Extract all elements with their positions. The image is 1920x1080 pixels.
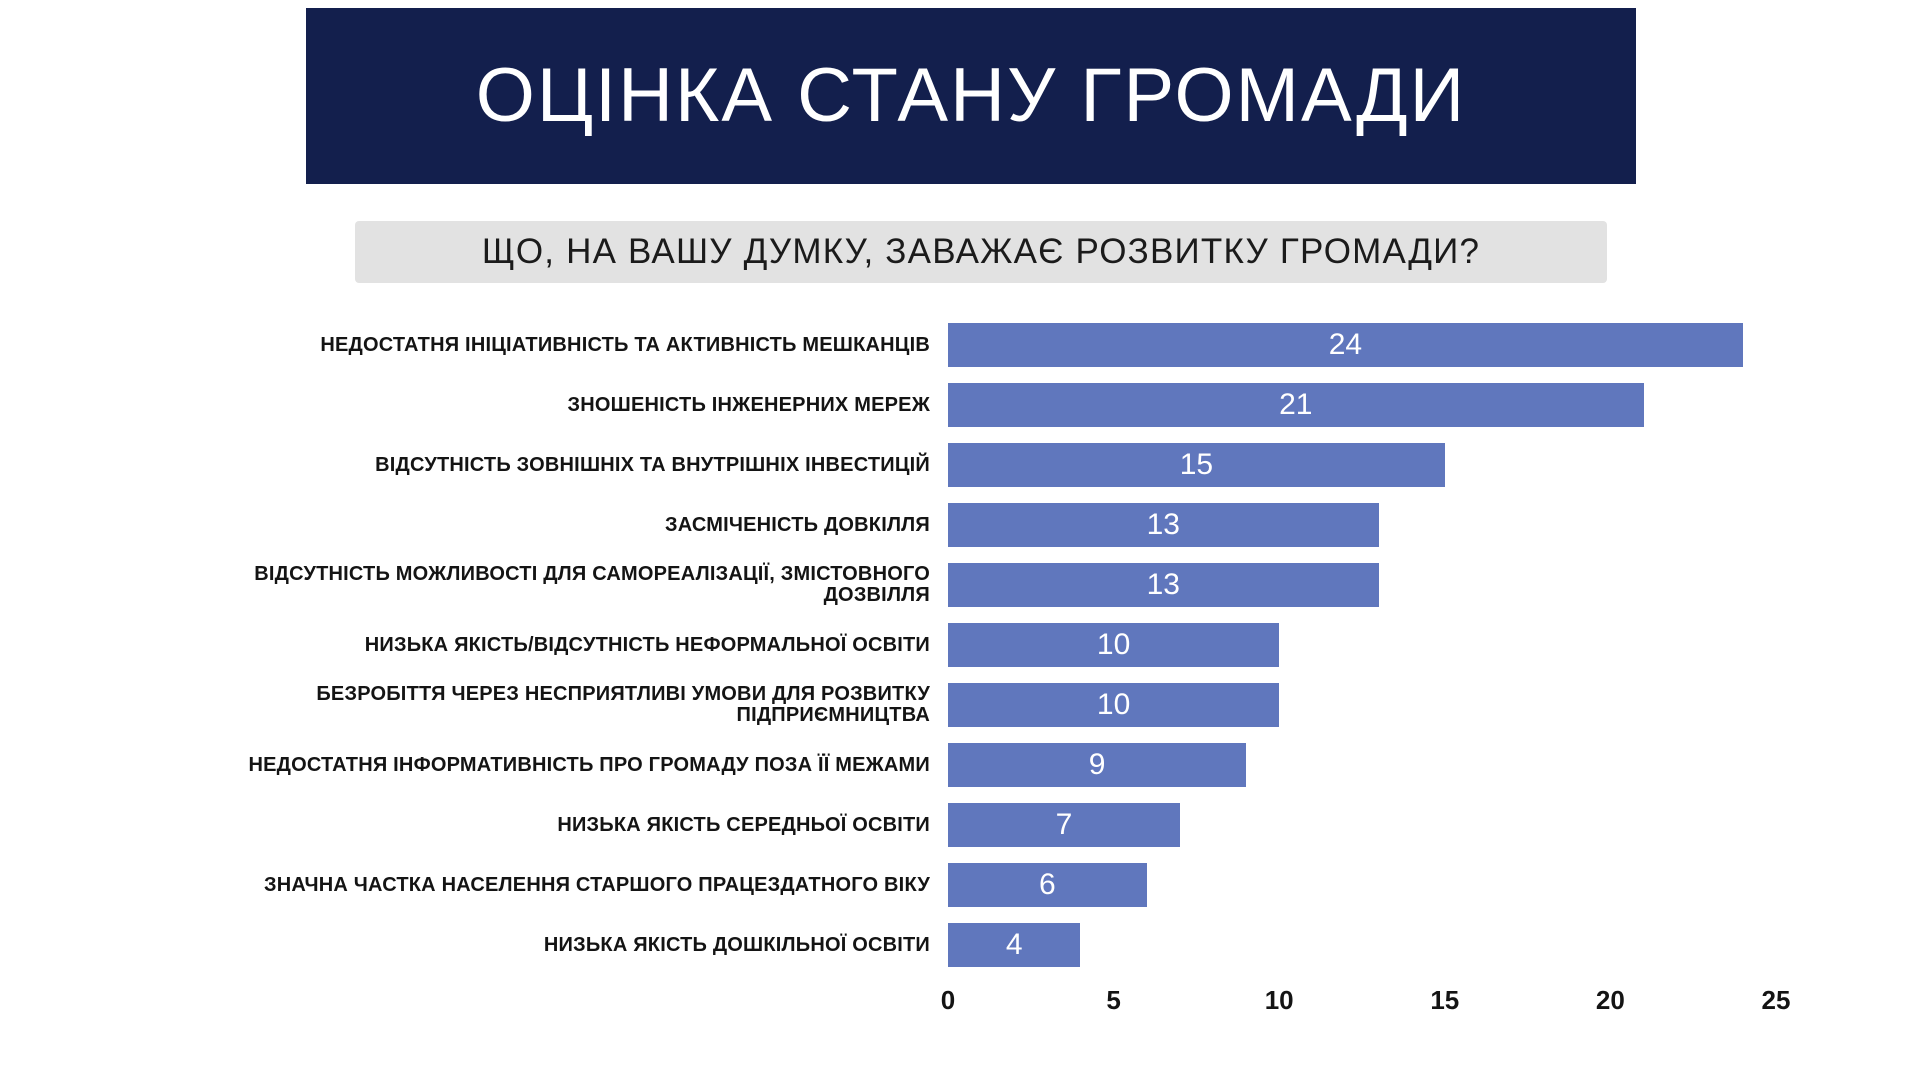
bar-value-label: 21 — [1279, 388, 1313, 421]
bar — [948, 683, 1279, 727]
bar-track — [948, 383, 1776, 427]
bar-category-label: ЗНАЧНА ЧАСТКА НАСЕЛЕННЯ СТАРШОГО ПРАЦЕЗДАТНОГО ВІКУ — [264, 873, 930, 896]
bar — [948, 443, 1445, 487]
x-axis-tick: 5 — [1106, 985, 1121, 1015]
x-axis — [940, 985, 1791, 1031]
bar — [948, 923, 1080, 967]
page-title: ОЦІНКА СТАНУ ГРОМАДИ — [475, 53, 1467, 138]
bar — [948, 503, 1379, 547]
bar-category-label: БЕЗРОБІТТЯ ЧЕРЕЗ НЕСПРИЯТЛИВІ УМОВИ ДЛЯ РОЗВИТКУ ПІДПРИЄМНИЦТВА — [316, 683, 930, 726]
bar-row — [148, 860, 1788, 910]
bar-category-label: НЕДОСТАТНЯ ІНФОРМАТИВНІСТЬ ПРО ГРОМАДУ ПОЗА ЇЇ МЕЖАМИ — [248, 753, 930, 776]
x-axis-tick: 10 — [1264, 985, 1294, 1015]
bar — [948, 563, 1379, 607]
bar-chart — [0, 320, 1920, 1060]
bar-track — [948, 863, 1776, 907]
bar-category-label: НИЗЬКА ЯКІСТЬ ДОШКІЛЬНОЇ ОСВІТИ — [543, 933, 930, 956]
bar-value-label: 4 — [1005, 928, 1023, 961]
bar-track — [948, 623, 1776, 667]
bar-value-label: 15 — [1179, 448, 1214, 481]
bar-value-label: 10 — [1096, 628, 1131, 661]
bar-row — [148, 920, 1788, 970]
bar-value-label: 7 — [1055, 808, 1073, 841]
bar-category-label: НИЗЬКА ЯКІСТЬ СЕРЕДНЬОЇ ОСВІТИ — [557, 813, 930, 836]
bar-row — [148, 440, 1788, 490]
bar — [948, 623, 1279, 667]
bar-category-label: НЕДОСТАТНЯ ІНІЦІАТИВНІСТЬ ТА АКТИВНІСТЬ МЕШКАНЦІВ — [320, 333, 930, 356]
bar — [948, 743, 1246, 787]
x-axis-tick: 20 — [1595, 985, 1625, 1015]
bar-category-label: ЗНОШЕНІСТЬ ІНЖЕНЕРНИХ МЕРЕЖ — [567, 393, 930, 416]
title-banner — [306, 8, 1636, 184]
bar-row — [148, 740, 1788, 790]
bar — [948, 803, 1180, 847]
bar-track — [948, 563, 1776, 607]
bar-track — [948, 923, 1776, 967]
bar-track — [948, 803, 1776, 847]
bar-row — [148, 800, 1788, 850]
bar-row — [148, 320, 1788, 370]
chart-plot-area — [148, 320, 1848, 1020]
bar — [948, 383, 1644, 427]
bar-row — [148, 620, 1788, 670]
bar-track — [948, 683, 1776, 727]
bar-category-label: ВІДСУТНІСТЬ ЗОВНІШНІХ ТА ВНУТРІШНІХ ІНВЕСТИЦІЙ — [375, 453, 930, 476]
bar-category-label: НИЗЬКА ЯКІСТЬ/ВІДСУТНІСТЬ НЕФОРМАЛЬНОЇ ОСВІТИ — [364, 633, 930, 656]
bar-value-label: 13 — [1146, 568, 1180, 601]
bar-rows — [148, 320, 1788, 980]
bar-value-label: 10 — [1096, 688, 1131, 721]
x-axis-tick: 15 — [1430, 985, 1460, 1015]
bar — [948, 863, 1147, 907]
bar-track — [948, 503, 1776, 547]
bar-track — [948, 743, 1776, 787]
bar-category-label: ЗАСМІЧЕНІСТЬ ДОВКІЛЛЯ — [664, 513, 930, 536]
chart-question: ЩО, НА ВАШУ ДУМКУ, ЗАВАЖАЄ РОЗВИТКУ ГРОМАДИ? — [481, 232, 1481, 271]
bar-value-label: 13 — [1146, 508, 1180, 541]
bar — [948, 323, 1743, 367]
bar-row — [148, 560, 1788, 610]
bar-track — [948, 323, 1776, 367]
subtitle-pill — [355, 221, 1607, 283]
bar-track — [948, 443, 1776, 487]
bar-value-label: 6 — [1039, 868, 1056, 901]
bar-row — [148, 680, 1788, 730]
bar-value-label: 24 — [1328, 328, 1363, 361]
bar-row — [148, 380, 1788, 430]
bar-category-label: ВІДСУТНІСТЬ МОЖЛИВОСТІ ДЛЯ САМОРЕАЛІЗАЦІЇ, ЗМІСТОВНОГО ДОЗВІЛЛЯ — [254, 563, 930, 606]
x-axis-tick: 25 — [1761, 985, 1791, 1015]
x-axis-tick: 0 — [940, 985, 956, 1015]
bar-row — [148, 500, 1788, 550]
bar-value-label: 9 — [1088, 748, 1106, 781]
